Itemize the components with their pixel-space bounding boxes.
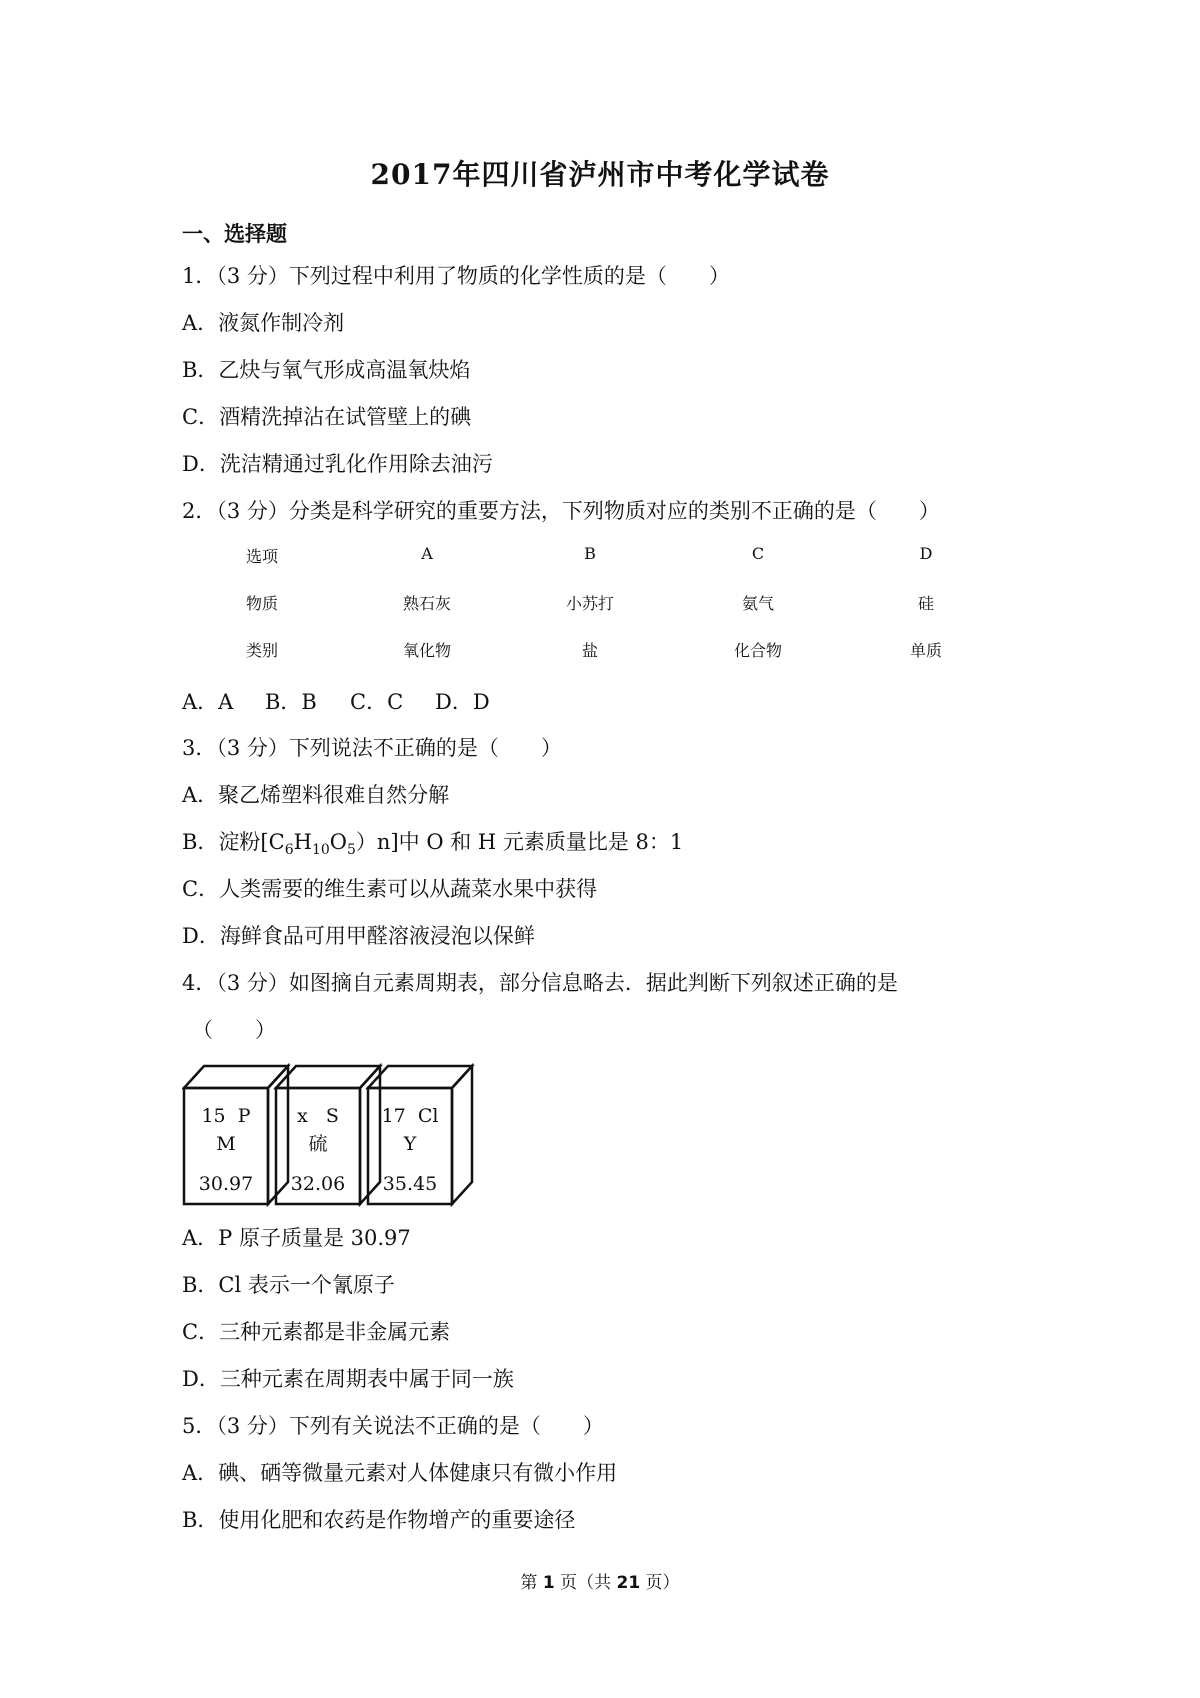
footer-text: 第 <box>520 1573 543 1593</box>
page-footer <box>0 1568 1200 1593</box>
q4-option-c: C．三种元素都是非金属元素 <box>182 1320 451 1344</box>
table-cell: D <box>919 544 933 563</box>
q3-b-sub: 5 <box>347 842 356 859</box>
table-cell: 小苏打 <box>565 594 614 613</box>
q2-option-c: C．C <box>350 690 404 714</box>
table-cell: 选项 <box>245 547 278 566</box>
table-cell: 类别 <box>245 641 278 660</box>
q3-option-d: D．海鲜食品可用甲醛溶液浸泡以保鲜 <box>182 924 535 948</box>
q5-stem: 5．（3 分）下列有关说法不正确的是（ ） <box>182 1414 604 1438</box>
q5-option-b: B．使用化肥和农药是作物增产的重要途径 <box>182 1508 576 1532</box>
q3-stem: 3．（3 分）下列说法不正确的是（ ） <box>182 736 562 760</box>
q3-option-a: A．聚乙烯塑料很难自然分解 <box>182 783 450 807</box>
table-cell: 氧化物 <box>402 641 451 660</box>
q3-b-text: B．淀粉[C <box>182 830 285 854</box>
cube-mass-label: 35.45 <box>382 1173 438 1195</box>
q4-stem-bracket: （ ） <box>192 1018 276 1042</box>
table-cell: 盐 <box>581 641 598 660</box>
table-cell: 物质 <box>245 594 278 613</box>
q2-option-a: A．A <box>182 690 234 714</box>
q3-b-sub: 10 <box>311 842 330 859</box>
q1-option-a: A．液氮作制冷剂 <box>182 311 345 335</box>
table-cell: 硅 <box>917 594 934 613</box>
q1-stem: 1．（3 分）下列过程中利用了物质的化学性质的是（ ） <box>182 264 730 288</box>
q1-option-b: B．乙炔与氧气形成高温氧炔焰 <box>182 358 471 382</box>
cube-mass-label: 32.06 <box>290 1173 346 1195</box>
q3-b-text: ）n]中 O 和 H 元素质量比是 8：1 <box>355 830 684 854</box>
cube-middle-label: M <box>216 1133 236 1155</box>
q3-option-b <box>182 828 683 864</box>
table-cell: 化合物 <box>733 641 782 660</box>
periodic-table-cubes-figure <box>182 1062 482 1207</box>
cube-top-label: 17 Cl <box>381 1105 439 1127</box>
q3-b-sub: 6 <box>284 842 294 859</box>
footer-page-number: 1 <box>542 1573 555 1593</box>
table-cell: C <box>751 544 765 563</box>
q1-option-c: C．酒精洗掉沾在试管壁上的碘 <box>182 405 472 429</box>
cube-middle-label: Y <box>403 1133 417 1155</box>
q3-b-text: O <box>329 830 347 854</box>
q2-stem: 2．（3 分）分类是科学研究的重要方法，下列物质对应的类别不正确的是（ ） <box>182 499 940 523</box>
q5-option-a: A．碘、硒等微量元素对人体健康只有微小作用 <box>182 1461 618 1485</box>
footer-text: 页（共 <box>554 1573 617 1593</box>
q1-option-d: D．洗洁精通过乳化作用除去油污 <box>182 452 493 476</box>
q4-option-a: A．P 原子质量是 30.97 <box>182 1226 411 1250</box>
table-cell: 单质 <box>909 641 942 660</box>
cube-mass-label: 30.97 <box>198 1173 254 1195</box>
cube-top-label: 15 P <box>201 1105 251 1127</box>
q3-option-c: C．人类需要的维生素可以从蔬菜水果中获得 <box>182 877 598 901</box>
footer-total-pages: 21 <box>616 1573 641 1593</box>
cube-middle-label: 硫 <box>308 1133 328 1155</box>
q2-option-b: B．B <box>265 690 317 714</box>
page-title: 2017年四川省泸州市中考化学试卷 <box>370 158 830 191</box>
table-cell: 氨气 <box>741 594 774 613</box>
q2-option-d: D．D <box>435 690 490 714</box>
q4-option-b: B．Cl 表示一个氰原子 <box>182 1273 395 1297</box>
q4-option-d: D．三种元素在周期表中属于同一族 <box>182 1367 514 1391</box>
table-cell: 熟石灰 <box>402 594 451 613</box>
cube-side-face <box>452 1066 472 1204</box>
footer-text: 页） <box>640 1573 680 1593</box>
table-cell: A <box>421 544 433 563</box>
section-heading: 一、选择题 <box>182 221 287 246</box>
cube-top-label: x S <box>297 1105 339 1127</box>
table-cell: B <box>584 544 596 563</box>
q4-stem: 4．（3 分）如图摘自元素周期表，部分信息略去．据此判断下列叙述正确的是 <box>182 971 898 995</box>
q3-b-text: H <box>293 830 312 854</box>
